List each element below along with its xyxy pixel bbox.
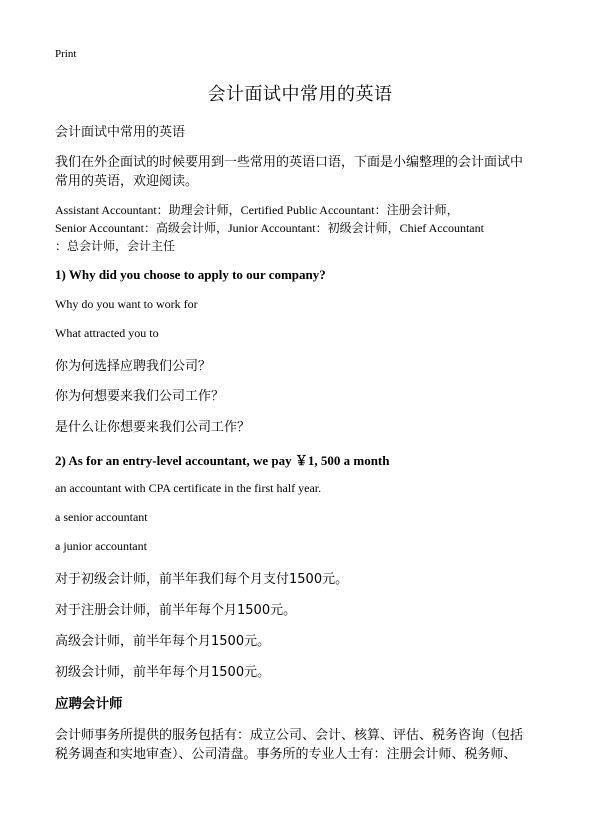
document-subtitle: 会计面试中常用的英语 bbox=[55, 125, 186, 140]
section-heading: 应聘会计师 bbox=[55, 696, 123, 712]
section-body-line-2: 税务调查和实地审查）、公司清盘。事务所的专业人士有：注册会计师、税务师、 bbox=[55, 747, 517, 762]
question-1-heading: 1) Why did you choose to apply to our company? bbox=[55, 267, 326, 282]
question-2-variant-1: an accountant with CPA certificate in the first half year. bbox=[55, 481, 322, 495]
intro-line-2: 常用的英语，欢迎阅读。 bbox=[55, 174, 199, 189]
glossary-line-2: Senior Accountant：高级会计师，Junior Accountant：初级会计师，Chief Accountant bbox=[55, 221, 484, 235]
question-1-variant-2: What attracted you to bbox=[55, 326, 159, 340]
print-label: Print bbox=[55, 48, 77, 60]
question-2-translation-3: 高级会计师，前半年每个月1500元。 bbox=[55, 634, 271, 649]
section-body-line-1: 会计师事务所提供的服务包括有：成立公司、会计、核算、评估、税务咨询（包括 bbox=[55, 728, 524, 743]
question-1-translation-3: 是什么让你想要来我们公司工作？ bbox=[55, 420, 251, 435]
question-2-translation-2: 对于注册会计师，前半年每个月1500元。 bbox=[55, 603, 297, 618]
question-1-variant-1: Why do you want to work for bbox=[55, 297, 198, 311]
question-1-translation-1: 你为何选择应聘我们公司？ bbox=[55, 359, 212, 374]
question-2-translation-1: 对于初级会计师，前半年我们每个月支付1500元。 bbox=[55, 572, 349, 587]
question-2-variant-3: a junior accountant bbox=[55, 539, 147, 553]
page-title: 会计面试中常用的英语 bbox=[207, 84, 393, 105]
glossary-line-3: ：总会计师，会计主任 bbox=[55, 239, 176, 253]
intro-line-1: 我们在外企面试的时候要用到一些常用的英语口语，下面是小编整理的会计面试中 bbox=[55, 155, 524, 170]
question-2-heading: 2) As for an entry-level accountant, we pay ￥1, 500 a month bbox=[55, 453, 390, 468]
question-2-translation-4: 初级会计师，前半年每个月1500元。 bbox=[55, 665, 271, 680]
glossary-line-1: Assistant Accountant：助理会计师，Certified Public Accountant：注册会计师， bbox=[55, 203, 459, 217]
question-2-variant-2: a senior accountant bbox=[55, 510, 148, 524]
question-1-translation-2: 你为何想要来我们公司工作？ bbox=[55, 389, 225, 404]
